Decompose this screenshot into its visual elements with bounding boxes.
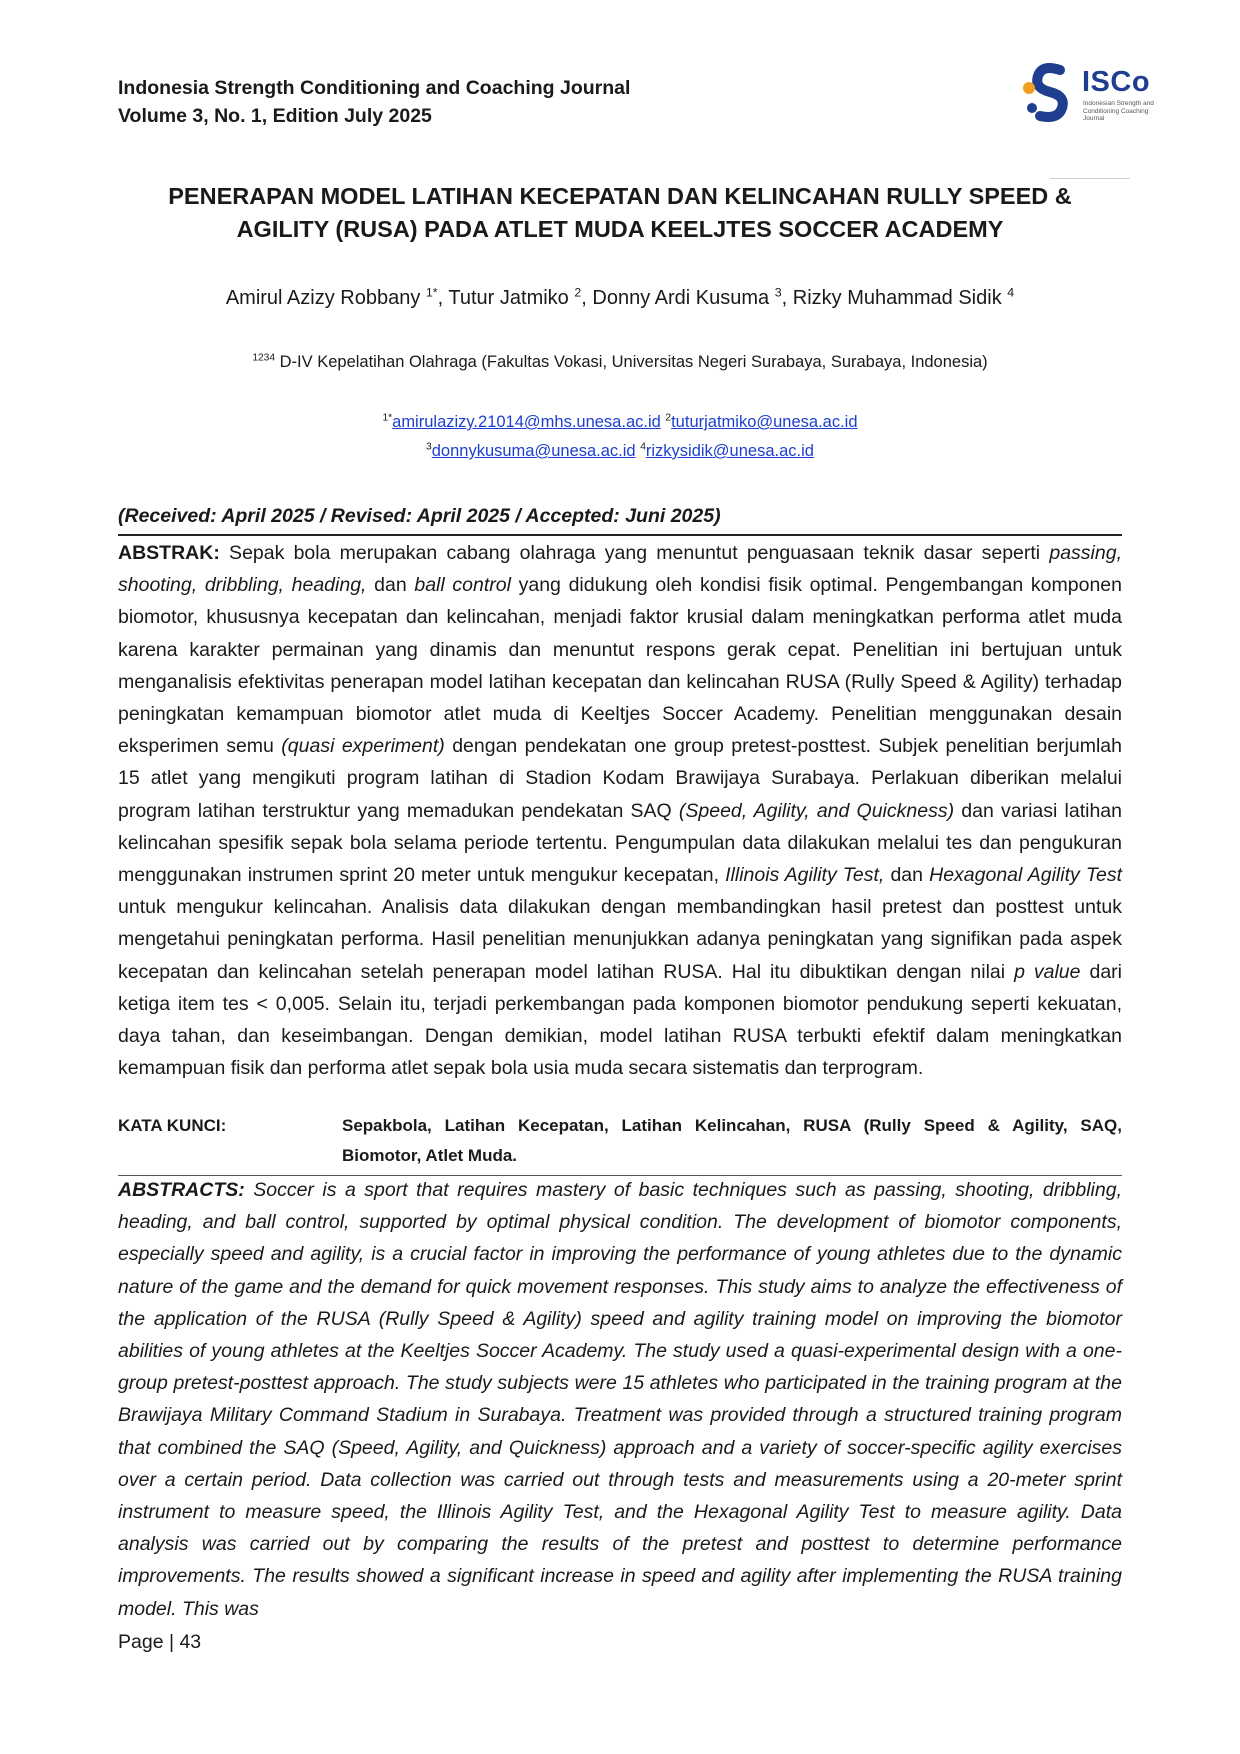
author-sup: 2 (574, 285, 582, 300)
author-sup: 3 (774, 285, 782, 300)
abstract-text: dari ketiga item tes < 0,005. Selain itu, terjadi perkembangan pada komponen biomotor pendukung seperti kekuatan, daya tahan, dan keseimbangan. Dengan demikian, model latihan RUSA terbukti efektif dalam meningkatkan kemampuan fisik dan performa atlet sepak bola usia muda secara sistematis dan terprogram. (118, 960, 1122, 1080)
affiliation-sup: 1234 (252, 352, 276, 364)
logo-divider (1050, 178, 1130, 179)
logo-text: ISCo (1082, 66, 1151, 98)
abstract-italic-term: passing, shooting, dribbling, heading, (118, 542, 1122, 597)
author-list (118, 284, 1122, 312)
email-line-1 (118, 408, 1122, 437)
abstract-body (118, 542, 1122, 1079)
author-sep: , (437, 287, 449, 309)
abstract-text: dan variasi latihan kelincahan spesifik sepak bola selama periode tertentu. Pengumpulan data dilakukan melalui tes dan pengukuran menggunakan instrumen sprint 20 meter untuk mengukur kecepatan, (118, 799, 1122, 887)
email-prefix: 3 (426, 441, 432, 453)
abstract-italic-term: (quasi experiment) (281, 735, 445, 758)
abstract-text: untuk mengukur kelincahan. Analisis data dilakukan dengan membandingkan hasil pretest dan posttest untuk mengetahui peningkatan performa. Hasil penelitian menunjukkan adanya peningkatan yang signifikan pada aspek kecepatan dan kelincahan setelah penerapan model latihan RUSA. Hal itu dibuktikan dengan nilai (118, 896, 1122, 983)
page-number: Page | 43 (118, 1631, 202, 1653)
abstract-italic-term: Illinois Agility Test, (725, 864, 885, 887)
affiliation (118, 350, 1122, 374)
abstracts-label: ABSTRACTS: (118, 1179, 245, 1201)
affiliation-text: D-IV Kepelatihan Olahraga (Fakultas Vokasi, Universitas Negeri Surabaya, Surabaya, Indonesia) (275, 353, 988, 371)
email-link[interactable]: amirulazizy.21014@mhs.unesa.ac.id (392, 413, 661, 431)
received-dates: (Received: April 2025 / Revised: April 2025 / Accepted: Juni 2025) (118, 505, 721, 527)
author-sep: , (781, 287, 793, 309)
author-sup: 4 (1007, 285, 1015, 300)
abstract-italic-term: Hexagonal Agility Test (929, 864, 1122, 887)
title-line-1: PENERAPAN MODEL LATIHAN KECEPATAN DAN KELINCAHAN RULLY SPEED & (168, 183, 1072, 209)
abstract-text: dan (366, 574, 415, 597)
author-sup: 1* (425, 285, 438, 300)
author-name: Donny Ardi Kusuma (592, 287, 770, 309)
logo-subtext: Indonesian Strength and Conditioning Coaching Journal (1083, 100, 1154, 122)
email-link[interactable]: tuturjatmiko@unesa.ac.id (671, 413, 858, 431)
email-prefix: 4 (640, 441, 646, 453)
keywords-label: KATA KUNCI: (118, 1116, 227, 1135)
email-prefix: 2 (665, 412, 672, 424)
title-line-2: AGILITY (RUSA) PADA ATLET MUDA KEELJTES SOCCER ACADEMY (236, 216, 1004, 242)
email-block (118, 408, 1122, 466)
abstract-label: ABSTRAK: (118, 542, 220, 564)
email-link[interactable]: rizkysidik@unesa.ac.id (645, 442, 814, 460)
abstract-italic-term: (Speed, Agility, and Quickness) (678, 799, 955, 822)
abstract-english (118, 1174, 1122, 1625)
journal-name: Indonesia Strength Conditioning and Coaching Journal (118, 77, 631, 99)
email-link[interactable]: donnykusuma@unesa.ac.id (431, 442, 636, 460)
journal-header (118, 74, 630, 130)
abstract-text: dengan pendekatan one group pretest-posttest. Subjek penelitian berjumlah 15 atlet yang mengikuti program latihan di Stadion Kodam Brawijaya Surabaya. Perlakuan diberikan melalui program latihan terstruktur yang memadukan pendekatan SAQ (118, 735, 1122, 822)
paper-title (118, 180, 1122, 246)
author-name: Tutur Jatmiko (448, 287, 569, 309)
abstract-text: Sepak bola merupakan cabang olahraga yang menuntut penguasaan teknik dasar seperti (219, 542, 1050, 564)
author-sep: , (581, 287, 593, 309)
keywords-value: Sepakbola, Latihan Kecepatan, Latihan Kelincahan, RUSA (Rully Speed & Agility, SAQ, Biomotor, Atlet Muda. (342, 1116, 1122, 1165)
abstract-indonesian (118, 537, 1122, 1084)
email-line-2 (118, 437, 1122, 466)
email-prefix: 1* (382, 412, 393, 424)
author-name: Amirul Azizy Robbany (225, 287, 421, 309)
abstracts-body: Soccer is a sport that requires mastery of basic techniques such as passing, shooting, dribbling, heading, and ball control, supported by optimal physical condition. The development of biomotor components, especially speed and agility, is a crucial factor in improving the performance of young athletes due to the dynamic nature of the game and the demand for quick movement responses. This study aims to analyze the effectiveness of the application of the RUSA (Rully Speed & Agility) speed and agility training model on improving the biomotor abilities of young athletes at the Keeltjes Soccer Academy. The study used a quasi-experimental design with a one-group pretest-posttest approach. The study subjects were 15 athletes who participated in the training program at the Brawijaya Military Command Stadium in Surabaya. Treatment was provided through a structured training program that combined the SAQ (Speed, Agility, and Quickness) approach and a variety of soccer-specific agility exercises over a certain period. Data collection was carried out through tests and measurements using a 20-meter sprint instrument to measure speed, the Illinois Agility Test, and the Hexagonal Agility Test to measure agility. Data analysis was carried out by comparing the results of the pretest and posttest to determine performance improvements. The results showed a significant increase in speed and agility after implementing the RUSA training model. This was (118, 1179, 1122, 1620)
abstract-italic-term: ball control (414, 574, 511, 597)
abstract-text: dan (884, 864, 930, 887)
abstract-text: yang didukung oleh kondisi fisik optimal. Pengembangan komponen biomotor, khususnya kecepatan dan kelincahan, menjadi faktor krusial dalam meningkatkan performa atlet muda karena karakter permainan yang dinamis dan menuntut respons gerak cepat. Penelitian ini bertujuan untuk menganalisis efektivitas penerapan model latihan kecepatan dan kelincahan RUSA (Rully Speed & Agility) terhadap peningkatan kemampuan biomotor atlet muda di Keeltjes Soccer Academy. Penelitian menggunakan desain eksperimen semu (118, 574, 1122, 758)
keywords (118, 1111, 1122, 1171)
isco-logo-mark-icon (1020, 60, 1080, 126)
isco-logo (1020, 60, 1170, 130)
section-rule (118, 534, 1122, 536)
journal-volume: Volume 3, No. 1, Edition July 2025 (118, 105, 432, 127)
abstract-italic-term: p value (1014, 960, 1081, 983)
author-name: Rizky Muhammad Sidik (792, 287, 1002, 309)
